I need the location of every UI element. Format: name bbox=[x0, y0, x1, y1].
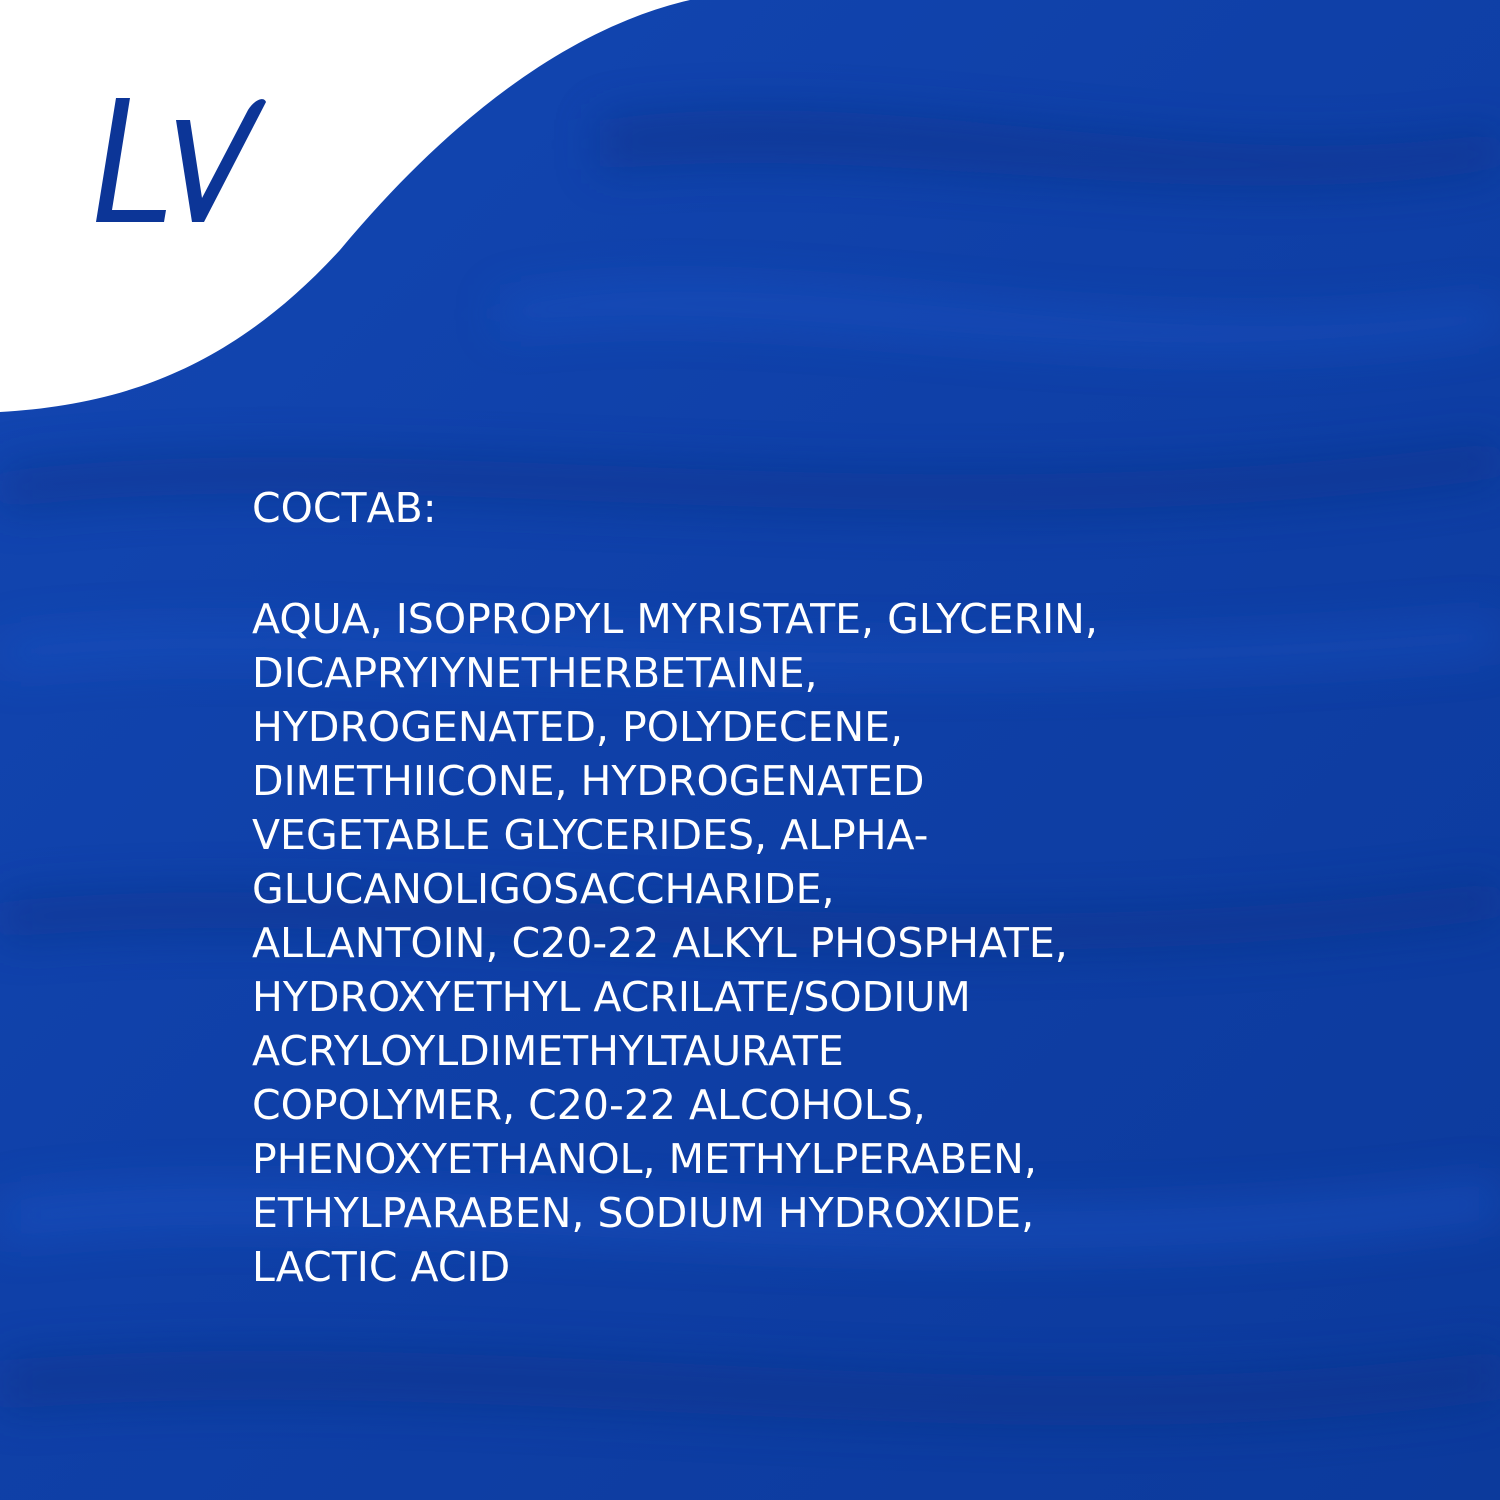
composition-block bbox=[252, 480, 1352, 1294]
ingredient-line: DICAPRYIYNETHERBETAINE, bbox=[252, 649, 818, 697]
ingredient-line: GLUCANOLIGOSACCHARIDE, bbox=[252, 865, 835, 913]
ingredient-line: ALLANTOIN, C20-22 ALKYL PHOSPHATE, bbox=[252, 919, 1068, 967]
lv-logo bbox=[80, 80, 280, 240]
ingredient-line: HYDROXYETHYL ACRILATE/SODIUM bbox=[252, 973, 971, 1021]
ingredient-line: HYDROGENATED, POLYDECENE, bbox=[252, 703, 904, 751]
ingredient-line: DIMETHIICONE, HYDROGENATED bbox=[252, 757, 925, 805]
ingredient-line: LACTIC ACID bbox=[252, 1243, 511, 1291]
ingredient-line: ETHYLPARABEN, SODIUM HYDROXIDE, bbox=[252, 1189, 1035, 1237]
ingredient-line: ACRYLOYLDIMETHYLTAURATE bbox=[252, 1027, 844, 1075]
ingredient-line: COPOLYMER, C20-22 ALCOHOLS, bbox=[252, 1081, 926, 1129]
ingredient-line: VEGETABLE GLYCERIDES, ALPHA- bbox=[252, 811, 929, 859]
ingredient-line: PHENOXYETHANOL, METHYLPERABEN, bbox=[252, 1135, 1037, 1183]
ingredient-line: AQUA, ISOPROPYL MYRISTATE, GLYCERIN, bbox=[252, 595, 1098, 643]
ingredients-list bbox=[252, 592, 1352, 1294]
composition-heading: СОСТАВ: bbox=[252, 484, 437, 532]
